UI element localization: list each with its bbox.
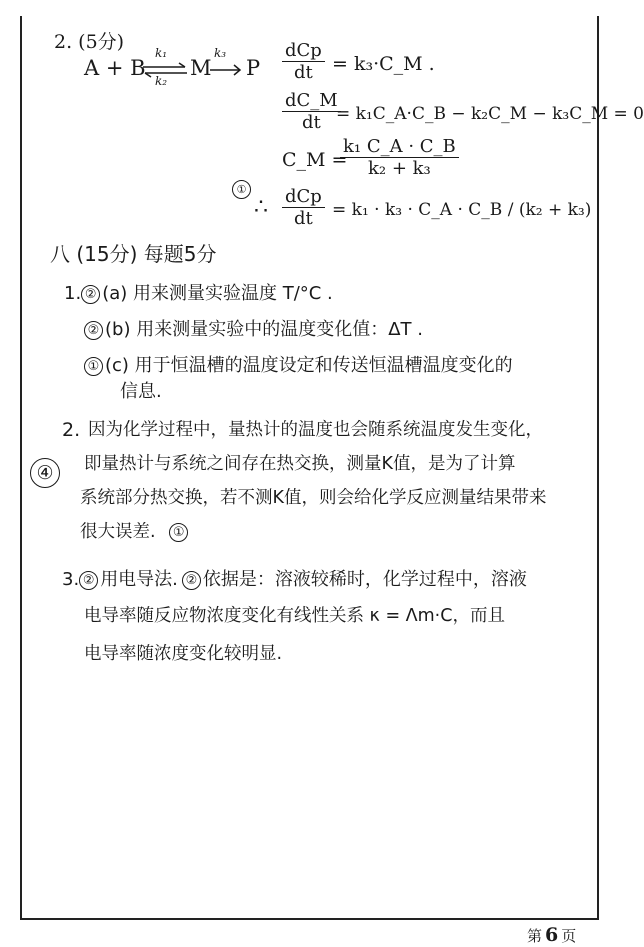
eq4-derivative: dCp dt — [282, 186, 325, 229]
q8-header: 八 (15分) 每题5分 — [50, 242, 217, 266]
score-mark-icon: ① — [169, 523, 188, 542]
q8-p2-line1: 因为化学过程中，量热计的温度也会随系统温度发生变化， — [88, 420, 543, 440]
q8-p1-a: 1. ② (a) 用来测量实验温度 T/°C . — [64, 283, 333, 304]
q8-p3-line2: 电导率随反应物浓度变化有线性关系 κ = Λm·C，而且 — [84, 606, 505, 626]
page-number: 第 6 页 — [527, 924, 577, 946]
eq2-derivative: $\frac{dC\_M}{dt}$ — [282, 90, 341, 133]
score-mark-icon: ② — [84, 321, 103, 340]
eq4-therefore: ∴ — [254, 195, 268, 220]
score-mark-icon: ② — [182, 571, 201, 590]
q8-p1-c-cont: 信息. — [120, 381, 162, 402]
eq4-rhs: = k₁ · k₃ · C_A · C_B / (k₂ + k₃) — [332, 200, 592, 220]
eq3-fraction: $\frac{\text{k₁ C\_A · C\_B}}{\text{k₂ + k₃}}$ — [340, 136, 459, 179]
q8-p2-num: 2. — [62, 419, 81, 441]
q8-p2-line3: 系统部分热交换，若不测K值，则会给化学反应测量结果带来 — [80, 488, 547, 508]
eq2-rhs: = k₁C_A·C_B − k₂C_M − k₃C_M = 0 — [336, 104, 644, 124]
q8-p1-c: ① (c) 用于恒温槽的温度设定和传送恒温槽温度变化的 — [84, 354, 513, 378]
score-mark-icon: ② — [81, 285, 100, 304]
eq1-derivative: dCp dt — [282, 40, 325, 83]
reaction-product: P — [246, 56, 261, 80]
q2-header: 2. (5分) — [54, 31, 125, 53]
reaction-reactants: A + B — [84, 56, 146, 80]
q8-p2-line4: 很大误差. ① — [80, 520, 190, 544]
q8-p3-line3: 电导率随浓度变化较明显. — [84, 644, 283, 664]
eq3-lhs: C_M = — [282, 149, 348, 171]
score-mark-icon: ① — [84, 357, 103, 376]
q8-p2-line2: 即量热计与系统之间存在热交换，测量K值，是为了计算 — [84, 454, 516, 474]
rate-k1-label: k₁ — [155, 46, 168, 60]
rate-k2-label: k₂ — [155, 74, 168, 88]
q8-p1-b: ② (b) 用来测量实验中的温度变化值：ΔT . — [84, 318, 423, 342]
rate-k3-label: k₃ — [214, 46, 227, 60]
q8-p2-score-mark: ④ — [30, 458, 62, 488]
eq1-rhs: = k₃·C_M . — [332, 53, 435, 75]
reaction-intermediate: M — [190, 56, 212, 80]
score-mark-icon: ② — [79, 571, 98, 590]
q8-p3-line1: 3. ② 用电导法. ② 依据是：溶液较稀时，化学过程中，溶液 — [62, 569, 527, 590]
eq4-score-mark: ① — [232, 176, 253, 200]
